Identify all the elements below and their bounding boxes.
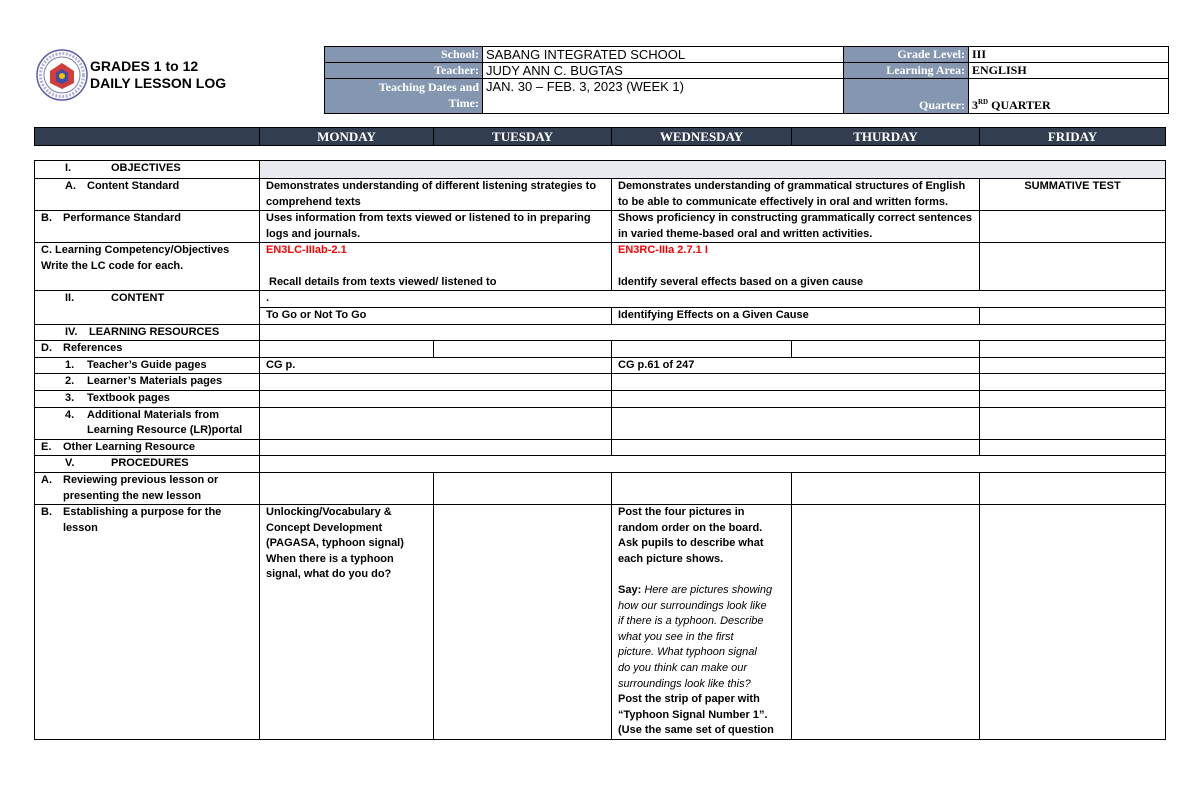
learning-area-value: ENGLISH (969, 63, 1169, 79)
textbook-text: Textbook pages (87, 391, 170, 404)
reviewing-label (35, 472, 260, 504)
purpose-num: B. (41, 506, 52, 519)
purpose-text-2: lesson (63, 521, 98, 534)
form-title (90, 58, 226, 92)
purpose-wed-say: Say: (618, 584, 642, 597)
additional-materials-mon-tue (260, 407, 612, 439)
learning-resources-num: IV. (65, 325, 78, 338)
content-fri (980, 307, 1166, 324)
quarter-number: 3 (972, 98, 978, 112)
quarter-text: QUARTER (988, 98, 1051, 112)
procedures-text: PROCEDURES (111, 457, 189, 470)
teachers-guide-mon-tue: CG p. (260, 357, 612, 374)
purpose-label (35, 505, 260, 740)
references-fri (980, 341, 1166, 358)
purpose-fri (980, 505, 1166, 740)
content-dot: . (260, 291, 1166, 308)
row-content (35, 291, 1166, 308)
purpose-mon-line: (PAGASA, typhoon signal) (266, 537, 404, 550)
competency-fri (980, 243, 1166, 291)
references-num: D. (41, 342, 52, 355)
competency-mon-code: EN3LC-IIIab-2.1 (266, 244, 347, 257)
additional-materials-fri (980, 407, 1166, 439)
teaching-dates-label (325, 79, 483, 114)
grade-level-label: Grade Level: (844, 47, 969, 63)
other-resource-label (35, 439, 260, 456)
textbook-num: 3. (65, 391, 75, 404)
row-textbook (35, 390, 1166, 407)
row-teachers-guide (35, 357, 1166, 374)
performance-standard-wed-thu: Shows proficiency in constructing grammatically correct sentences in varied theme-based oral and written activities. (612, 211, 980, 243)
competency-wed-thu (612, 243, 980, 291)
form-title-line2: DAILY LESSON LOG (90, 75, 227, 91)
reviewing-wed (612, 472, 792, 504)
purpose-mon (260, 505, 434, 740)
school-label: School: (325, 47, 483, 63)
performance-standard-mon-tue: Uses information from texts viewed or listened to in preparing logs and journals. (260, 211, 612, 243)
other-resource-mon-tue (260, 439, 612, 456)
performance-standard-fri (980, 211, 1166, 243)
competency-wed-code: EN3RC-IIIa 2.7.1 I (618, 244, 708, 257)
learning-resources-label (35, 324, 260, 341)
row-other-resource (35, 439, 1166, 456)
row-reviewing (35, 472, 1166, 504)
objectives-cell (260, 161, 1166, 179)
purpose-wed-italic: picture. What typhoon signal (618, 646, 757, 659)
references-wed (612, 341, 792, 358)
day-wednesday: WEDNESDAY (612, 128, 792, 146)
textbook-fri (980, 390, 1166, 407)
additional-materials-wed-thu (612, 407, 980, 439)
textbook-wed-thu (612, 390, 980, 407)
objectives-num: I. (65, 162, 72, 174)
reviewing-num: A. (41, 473, 52, 486)
purpose-wed (612, 505, 792, 740)
teaching-dates-value: JAN. 30 – FEB. 3, 2023 (WEEK 1) (483, 79, 844, 114)
row-purpose (35, 505, 1166, 740)
teachers-guide-text: Teacher’s Guide pages (87, 358, 207, 371)
day-monday: MONDAY (260, 128, 434, 146)
learning-area-label: Learning Area: (844, 63, 969, 79)
references-thu (792, 341, 980, 358)
other-resource-text: Other Learning Resource (63, 440, 196, 453)
learners-materials-fri (980, 374, 1166, 391)
procedures-label (35, 456, 260, 473)
objectives-text: OBJECTIVES (111, 162, 181, 174)
day-thursday: THURDAY (792, 128, 980, 146)
row-learning-resources (35, 324, 1166, 341)
teaching-dates-label-line2: Time: (448, 96, 479, 110)
teachers-guide-label (35, 357, 260, 374)
competency-num: C. (41, 244, 52, 257)
content-standard-wed-thu: Demonstrates understanding of grammatical structures of English to be able to communicate effectively in oral and written forms. (612, 179, 980, 211)
purpose-mon-line: Concept Development (266, 521, 383, 534)
purpose-wed-line: (Use the same set of question (618, 724, 774, 737)
competency-wed-text: Identify several effects based on a given cause (618, 275, 864, 288)
learning-resources-cell (260, 324, 1166, 341)
purpose-wed-line: Ask pupils to describe what (618, 537, 764, 550)
purpose-mon-line: When there is a typhoon (266, 552, 394, 565)
procedures-cell (260, 456, 1166, 473)
purpose-wed-italic: how our surroundings look like (618, 599, 767, 612)
reviewing-mon (260, 472, 434, 504)
purpose-mon-line: Unlocking/Vocabulary & (266, 506, 392, 519)
purpose-wed-italic: if there is a typhoon. Describe (618, 615, 764, 628)
other-resource-num: E. (41, 440, 52, 453)
content-standard-fri: SUMMATIVE TEST (980, 179, 1166, 211)
header-info-table (324, 46, 1169, 114)
textbook-mon-tue (260, 390, 612, 407)
content-wed-thu: Identifying Effects on a Given Cause (612, 307, 980, 324)
references-text: References (63, 342, 123, 355)
row-content-standard (35, 179, 1166, 211)
additional-materials-num: 4. (65, 408, 75, 421)
school-value: SABANG INTEGRATED SCHOOL (483, 47, 844, 63)
procedures-num: V. (65, 457, 75, 470)
competency-text-1: Learning Competency/Objectives (55, 244, 230, 257)
teacher-value: JUDY ANN C. BUGTAS (483, 63, 844, 79)
purpose-wed-say-line (618, 583, 785, 599)
content-standard-label (35, 179, 260, 211)
learners-materials-num: 2. (65, 375, 75, 388)
learners-materials-text: Learner’s Materials pages (87, 375, 223, 388)
content-label (35, 291, 260, 324)
row-learners-materials (35, 374, 1166, 391)
competency-mon-text: Recall details from texts viewed/ listened to (269, 275, 497, 288)
purpose-wed-line: Post the four pictures in (618, 506, 745, 519)
purpose-wed-italic: Here are pictures showing (644, 584, 773, 597)
textbook-label (35, 390, 260, 407)
purpose-wed-line: random order on the board. (618, 521, 763, 534)
references-tue (434, 341, 612, 358)
deped-seal-icon (36, 49, 88, 101)
quarter-label: Quarter: (844, 79, 969, 114)
competency-label-line1 (41, 243, 253, 259)
reviewing-fri (980, 472, 1166, 504)
reviewing-thu (792, 472, 980, 504)
other-resource-fri (980, 439, 1166, 456)
row-objectives (35, 161, 1166, 179)
content-standard-mon-tue: Demonstrates understanding of different listening strategies to comprehend texts (260, 179, 612, 211)
competency-label (35, 243, 260, 291)
learning-resources-text: LEARNING RESOURCES (89, 325, 220, 338)
purpose-wed-italic: do you think can make our (618, 662, 748, 675)
row-competency (35, 243, 1166, 291)
row-procedures (35, 456, 1166, 473)
teachers-guide-fri (980, 357, 1166, 374)
quarter-value (969, 79, 1169, 114)
performance-standard-num: B. (41, 212, 52, 225)
content-num: II. (65, 292, 75, 305)
day-tuesday: TUESDAY (434, 128, 612, 146)
other-resource-wed-thu (612, 439, 980, 456)
grade-level-value: III (969, 47, 1169, 63)
learners-materials-wed-thu (612, 374, 980, 391)
purpose-wed-line: Post the strip of paper with (618, 693, 760, 706)
references-mon (260, 341, 434, 358)
content-mon-tue: To Go or Not To Go (260, 307, 612, 324)
learners-materials-label (35, 374, 260, 391)
row-references (35, 341, 1166, 358)
row-performance-standard (35, 211, 1166, 243)
teacher-label: Teacher: (325, 63, 483, 79)
purpose-wed-line: each picture shows. (618, 552, 724, 565)
content-standard-text: Content Standard (87, 180, 180, 192)
day-header-row (34, 127, 1166, 146)
teachers-guide-num: 1. (65, 358, 75, 371)
teaching-dates-label-line1: Teaching Dates and (378, 80, 479, 94)
additional-materials-text-2: Learning Resource (LR)portal (87, 424, 243, 437)
purpose-tue (434, 505, 612, 740)
row-additional-materials (35, 407, 1166, 439)
lesson-log-table (34, 160, 1166, 740)
references-label (35, 341, 260, 358)
reviewing-text-2: presenting the new lesson (63, 489, 202, 502)
content-text: CONTENT (111, 292, 165, 305)
objectives-label (35, 161, 260, 179)
competency-mon-tue (260, 243, 612, 291)
reviewing-text-1: Reviewing previous lesson or (63, 473, 219, 486)
day-friday: FRIDAY (980, 128, 1166, 146)
purpose-wed-line: “Typhoon Signal Number 1”. (618, 708, 768, 721)
teachers-guide-wed-thu: CG p.61 of 247 (612, 357, 980, 374)
reviewing-tue (434, 472, 612, 504)
performance-standard-label (35, 211, 260, 243)
purpose-thu (792, 505, 980, 740)
additional-materials-label (35, 407, 260, 439)
performance-standard-text: Performance Standard (63, 212, 181, 225)
additional-materials-text-1: Additional Materials from (87, 408, 220, 421)
purpose-wed-italic: what you see in the first (618, 630, 734, 643)
purpose-wed-italic: surroundings look like this? (618, 677, 751, 690)
form-title-line1: GRADES 1 to 12 (90, 58, 199, 74)
purpose-mon-line: signal, what do you do? (266, 568, 392, 581)
purpose-text-1: Establishing a purpose for the (63, 506, 222, 519)
content-standard-num: A. (65, 180, 76, 192)
competency-label-line2: Write the LC code for each. (41, 259, 184, 272)
quarter-suffix: RD (978, 98, 989, 106)
day-header-blank (35, 128, 260, 146)
learners-materials-mon-tue (260, 374, 612, 391)
